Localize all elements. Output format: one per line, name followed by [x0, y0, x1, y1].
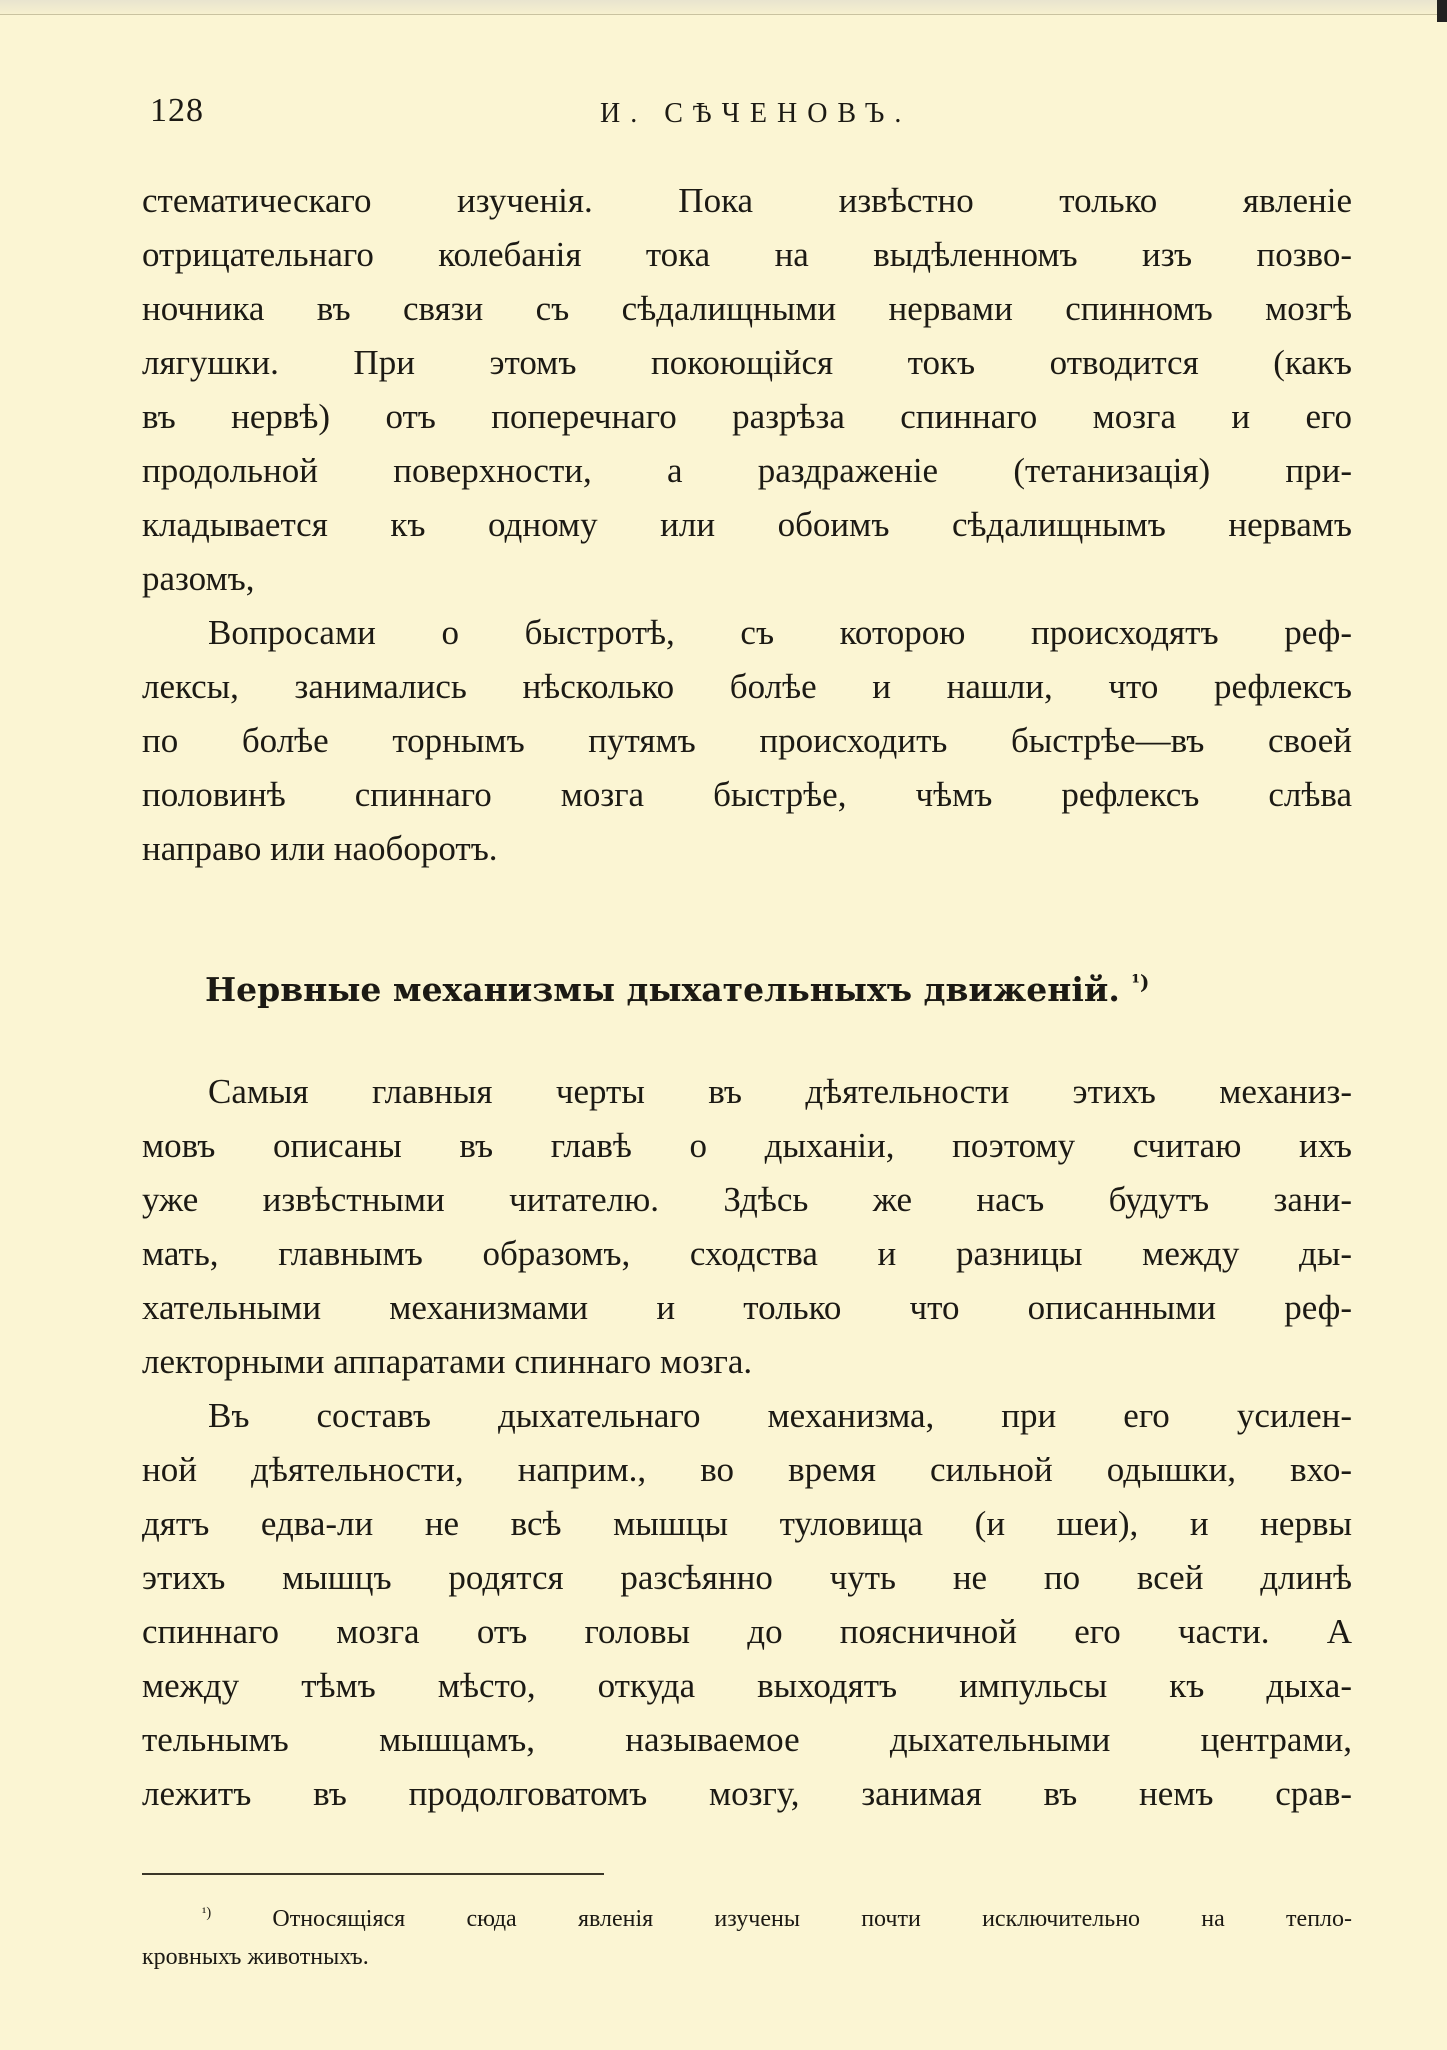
text-line: продольной поверхности, а раздраженіе (тетанизація) при-	[142, 451, 1352, 490]
text-line: лежитъ въ продолговатомъ мозгу, занимая въ немъ срав-	[142, 1774, 1352, 1813]
paragraph-2	[142, 606, 1352, 876]
paragraph-1	[142, 174, 1352, 606]
text-line: направо или наоборотъ.	[142, 829, 498, 868]
page-top-edge	[0, 0, 1447, 15]
text-line: лягушки. При этомъ покоющійся токъ отводится (какъ	[142, 343, 1352, 382]
footnote-line: кровныхъ животныхъ.	[142, 1944, 369, 1970]
text-line: половинѣ спиннаго мозга быстрѣе, чѣмъ рефлексъ слѣва	[142, 775, 1352, 814]
text-line: мовъ описаны въ главѣ о дыханіи, поэтому считаю ихъ	[142, 1126, 1352, 1165]
footnote-mark: ¹)	[202, 1905, 212, 1921]
text-line: отрицательнаго колебанія тока на выдѣленномъ изъ позво-	[142, 235, 1352, 274]
text-line: дятъ едва-ли не всѣ мышцы туловища (и шеи), и нервы	[142, 1504, 1352, 1543]
text-line: Самыя главныя черты въ дѣятельности этихъ механиз-	[208, 1072, 1352, 1111]
footnote	[142, 1900, 1352, 1976]
footnote-text: Относящіяся сюда явленія изучены почти исключительно на тепло-	[272, 1906, 1352, 1932]
text-line: разомъ,	[142, 559, 255, 598]
text-line: въ нервѣ) отъ поперечнаго разрѣза спиннаго мозга и его	[142, 397, 1352, 436]
text-line: Вопросами о быстротѣ, съ которою происходятъ реф-	[208, 613, 1352, 652]
paragraph-4	[142, 1389, 1352, 1821]
text-line: этихъ мышцъ родятся разсѣянно чуть не по всей длинѣ	[142, 1558, 1352, 1597]
footnote-divider	[142, 1873, 604, 1875]
text-line: спиннаго мозга отъ головы до поясничной его части. А	[142, 1612, 1352, 1651]
footnote-reference: ¹)	[1131, 970, 1150, 994]
text-line: тельнымъ мышцамъ, называемое дыхательными центрами,	[142, 1720, 1352, 1759]
text-line: между тѣмъ мѣсто, откуда выходятъ импульсы къ дыха-	[142, 1666, 1352, 1705]
text-line: хательными механизмами и только что описанными реф-	[142, 1288, 1352, 1327]
footnote-line	[142, 1900, 1352, 1938]
text-line: лекторными аппаратами спиннаго мозга.	[142, 1342, 753, 1381]
text-line: кладывается къ одному или обоимъ сѣдалищнымъ нервамъ	[142, 505, 1352, 544]
running-head: И. СѢЧЕНОВЪ.	[600, 98, 912, 129]
text-line: лексы, занимались нѣсколько болѣе и нашли, что рефлексъ	[142, 667, 1352, 706]
page-binding-edge	[1437, 0, 1447, 22]
text-line: уже извѣстными читателю. Здѣсь же насъ будутъ зани-	[142, 1180, 1352, 1219]
section-title-text: Нервные механизмы дыхательныхъ движеній.	[205, 970, 1120, 1009]
section-title	[205, 970, 1149, 1009]
text-line: ной дѣятельности, наприм., во время сильной одышки, вхо-	[142, 1450, 1352, 1489]
page-number: 128	[150, 92, 204, 129]
paragraph-3	[142, 1065, 1352, 1389]
text-line: мать, главнымъ образомъ, сходства и разницы между ды-	[142, 1234, 1352, 1273]
text-line: ночника въ связи съ сѣдалищными нервами спинномъ мозгѣ	[142, 289, 1352, 328]
text-line: Въ составъ дыхательнаго механизма, при его усилен-	[208, 1396, 1352, 1435]
text-line: по болѣе торнымъ путямъ происходить быстрѣе—въ своей	[142, 721, 1352, 760]
text-line: стематическаго изученія. Пока извѣстно только явленіе	[142, 181, 1352, 220]
